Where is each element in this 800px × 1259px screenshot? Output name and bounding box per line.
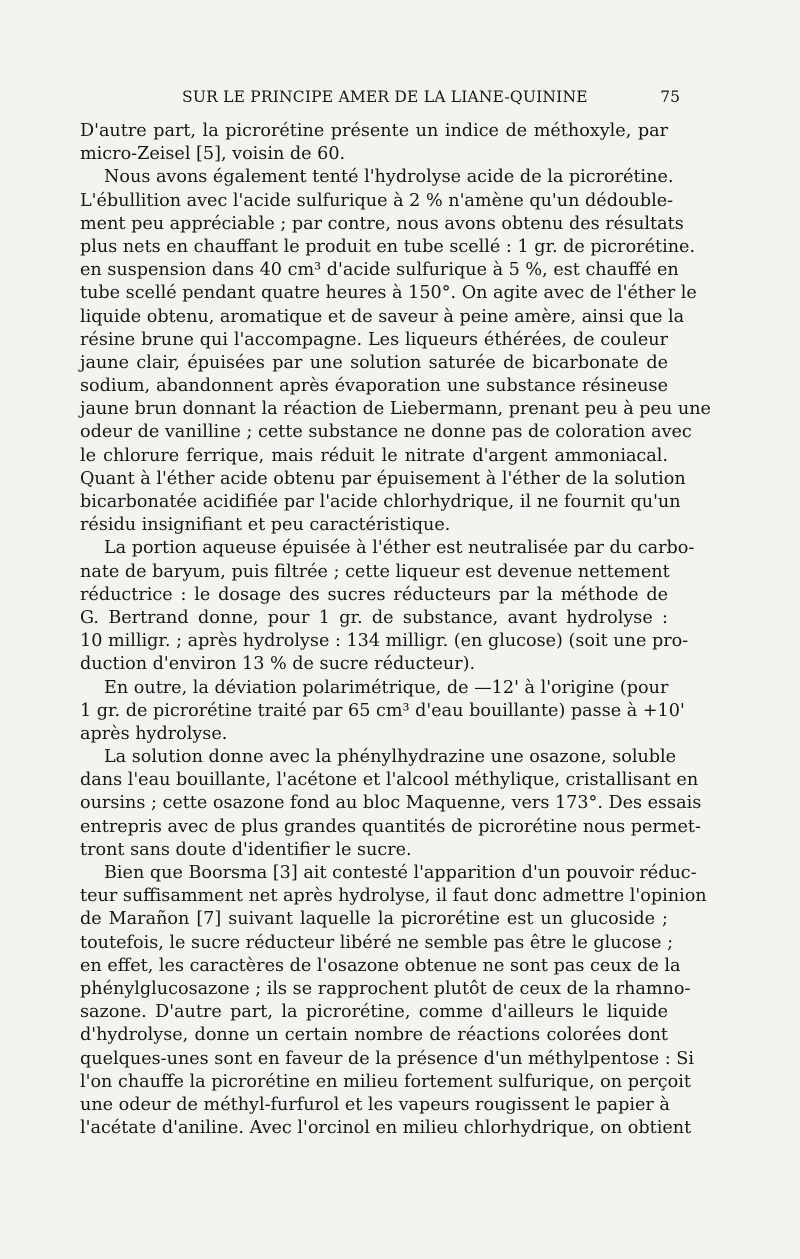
text-line: l'on chauffe la picrorétine en milieu fortement sulfurique, on perçoit xyxy=(80,1071,691,1092)
text-line: résine brune qui l'accompagne. Les liqueurs éthérées, de couleur xyxy=(80,329,668,350)
text-line: en effet, les caractères de l'osazone obtenue ne sont pas ceux de la xyxy=(80,955,681,976)
text-line: jaune clair, épuisées par une solution saturée de bicarbonate de xyxy=(80,352,668,373)
text-line: sazone. D'autre part, la picrorétine, comme d'ailleurs le liquide xyxy=(80,1002,668,1023)
text-line: une odeur de méthyl-furfurol et les vapeurs rougissent le papier à xyxy=(80,1094,670,1115)
text-line: réductrice : le dosage des sucres réducteurs par la méthode de xyxy=(80,584,668,605)
text-line: Nous avons également tenté l'hydrolyse acide de la picrorétine. xyxy=(104,167,674,188)
text-line: tube scellé pendant quatre heures à 150°. On agite avec de l'éther le xyxy=(80,283,697,304)
text-line: micro-Zeisel [5], voisin de 60. xyxy=(80,144,346,165)
text-line: 10 milligr. ; après hydrolyse : 134 milligr. (en glucose) (soit une pro- xyxy=(80,631,689,652)
text-line: après hydrolyse. xyxy=(80,723,228,744)
text-line: phénylglucosazone ; ils se rapprochent plutôt de ceux de la rhamno- xyxy=(80,978,691,999)
text-line: La solution donne avec la phénylhydrazine une osazone, soluble xyxy=(104,747,677,768)
text-line: D'autre part, la picrorétine présente un indice de méthoxyle, par xyxy=(80,121,668,141)
text-line: sodium, abandonnent après évaporation une substance résineuse xyxy=(80,376,668,397)
text-line: ment peu appréciable ; par contre, nous avons obtenu des résultats xyxy=(80,213,684,234)
text-line: le chlorure ferrique, mais réduit le nitrate d'argent ammoniacal. xyxy=(80,445,668,466)
text-line: La portion aqueuse épuisée à l'éther est neutralisée par du carbo- xyxy=(104,538,695,559)
text-line: l'acétate d'aniline. Avec l'orcinol en milieu chlorhydrique, on obtient xyxy=(80,1118,692,1139)
text-line: de Marañon [7] suivant laquelle la picrorétine est un glucoside ; xyxy=(80,909,668,930)
text-line: tront sans doute d'identifier le sucre. xyxy=(80,839,412,860)
text-line: Quant à l'éther acide obtenu par épuisement à l'éther de la solution xyxy=(80,468,686,489)
text-line: plus nets en chauffant le produit en tube scellé : 1 gr. de picrorétine. xyxy=(80,236,696,257)
text-line: d'hydrolyse, donne un certain nombre de réactions colorées dont xyxy=(80,1025,668,1046)
running-header xyxy=(80,88,680,112)
text-line: En outre, la déviation polarimétrique, de —12' à l'origine (pour xyxy=(104,677,669,698)
text-line: teur suffisamment net après hydrolyse, il faut donc admettre l'opinion xyxy=(80,886,707,907)
text-line: Bien que Boorsma [3] ait contesté l'apparition d'un pouvoir réduc- xyxy=(104,863,697,883)
text-line: nate de baryum, puis filtrée ; cette liqueur est devenue nettement xyxy=(80,561,670,582)
text-line: en suspension dans 40 cm³ d'acide sulfurique à 5 %, est chauffé en xyxy=(80,260,679,281)
text-line: 1 gr. de picrorétine traité par 65 cm³ d'eau bouillante) passe à +10' xyxy=(80,700,685,721)
text-line: jaune brun donnant la réaction de Liebermann, prenant peu à peu une xyxy=(80,399,711,420)
running-title: SUR LE PRINCIPE AMER DE LA LIANE-QUININE xyxy=(182,88,588,106)
text-line: odeur de vanilline ; cette substance ne donne pas de coloration avec xyxy=(80,422,692,443)
text-line: liquide obtenu, aromatique et de saveur à peine amère, ainsi que la xyxy=(80,306,685,327)
body-text xyxy=(80,120,711,1140)
text-line: G. Bertrand donne, pour 1 gr. de substance, avant hydrolyse : xyxy=(80,607,668,628)
text-line: résidu insignifiant et peu caractéristique. xyxy=(80,515,451,536)
text-line: entrepris avec de plus grandes quantités de picrorétine nous permet- xyxy=(80,816,701,837)
text-line: dans l'eau bouillante, l'acétone et l'alcool méthylique, cristallisant en xyxy=(80,770,699,791)
text-line: duction d'environ 13 % de sucre réducteur). xyxy=(80,654,476,675)
text-line: L'ébullition avec l'acide sulfurique à 2 % n'amène qu'un dédouble- xyxy=(80,190,674,211)
text-line: quelques-unes sont en faveur de la présence d'un méthylpentose : Si xyxy=(80,1048,694,1069)
text-line: bicarbonatée acidifiée par l'acide chlorhydrique, il ne fournit qu'un xyxy=(80,492,681,512)
text-line: toutefois, le sucre réducteur libéré ne semble pas être le glucose ; xyxy=(80,932,673,953)
text-line: oursins ; cette osazone fond au bloc Maquenne, vers 173°. Des essais xyxy=(80,793,702,814)
page-number: 75 xyxy=(660,88,680,106)
